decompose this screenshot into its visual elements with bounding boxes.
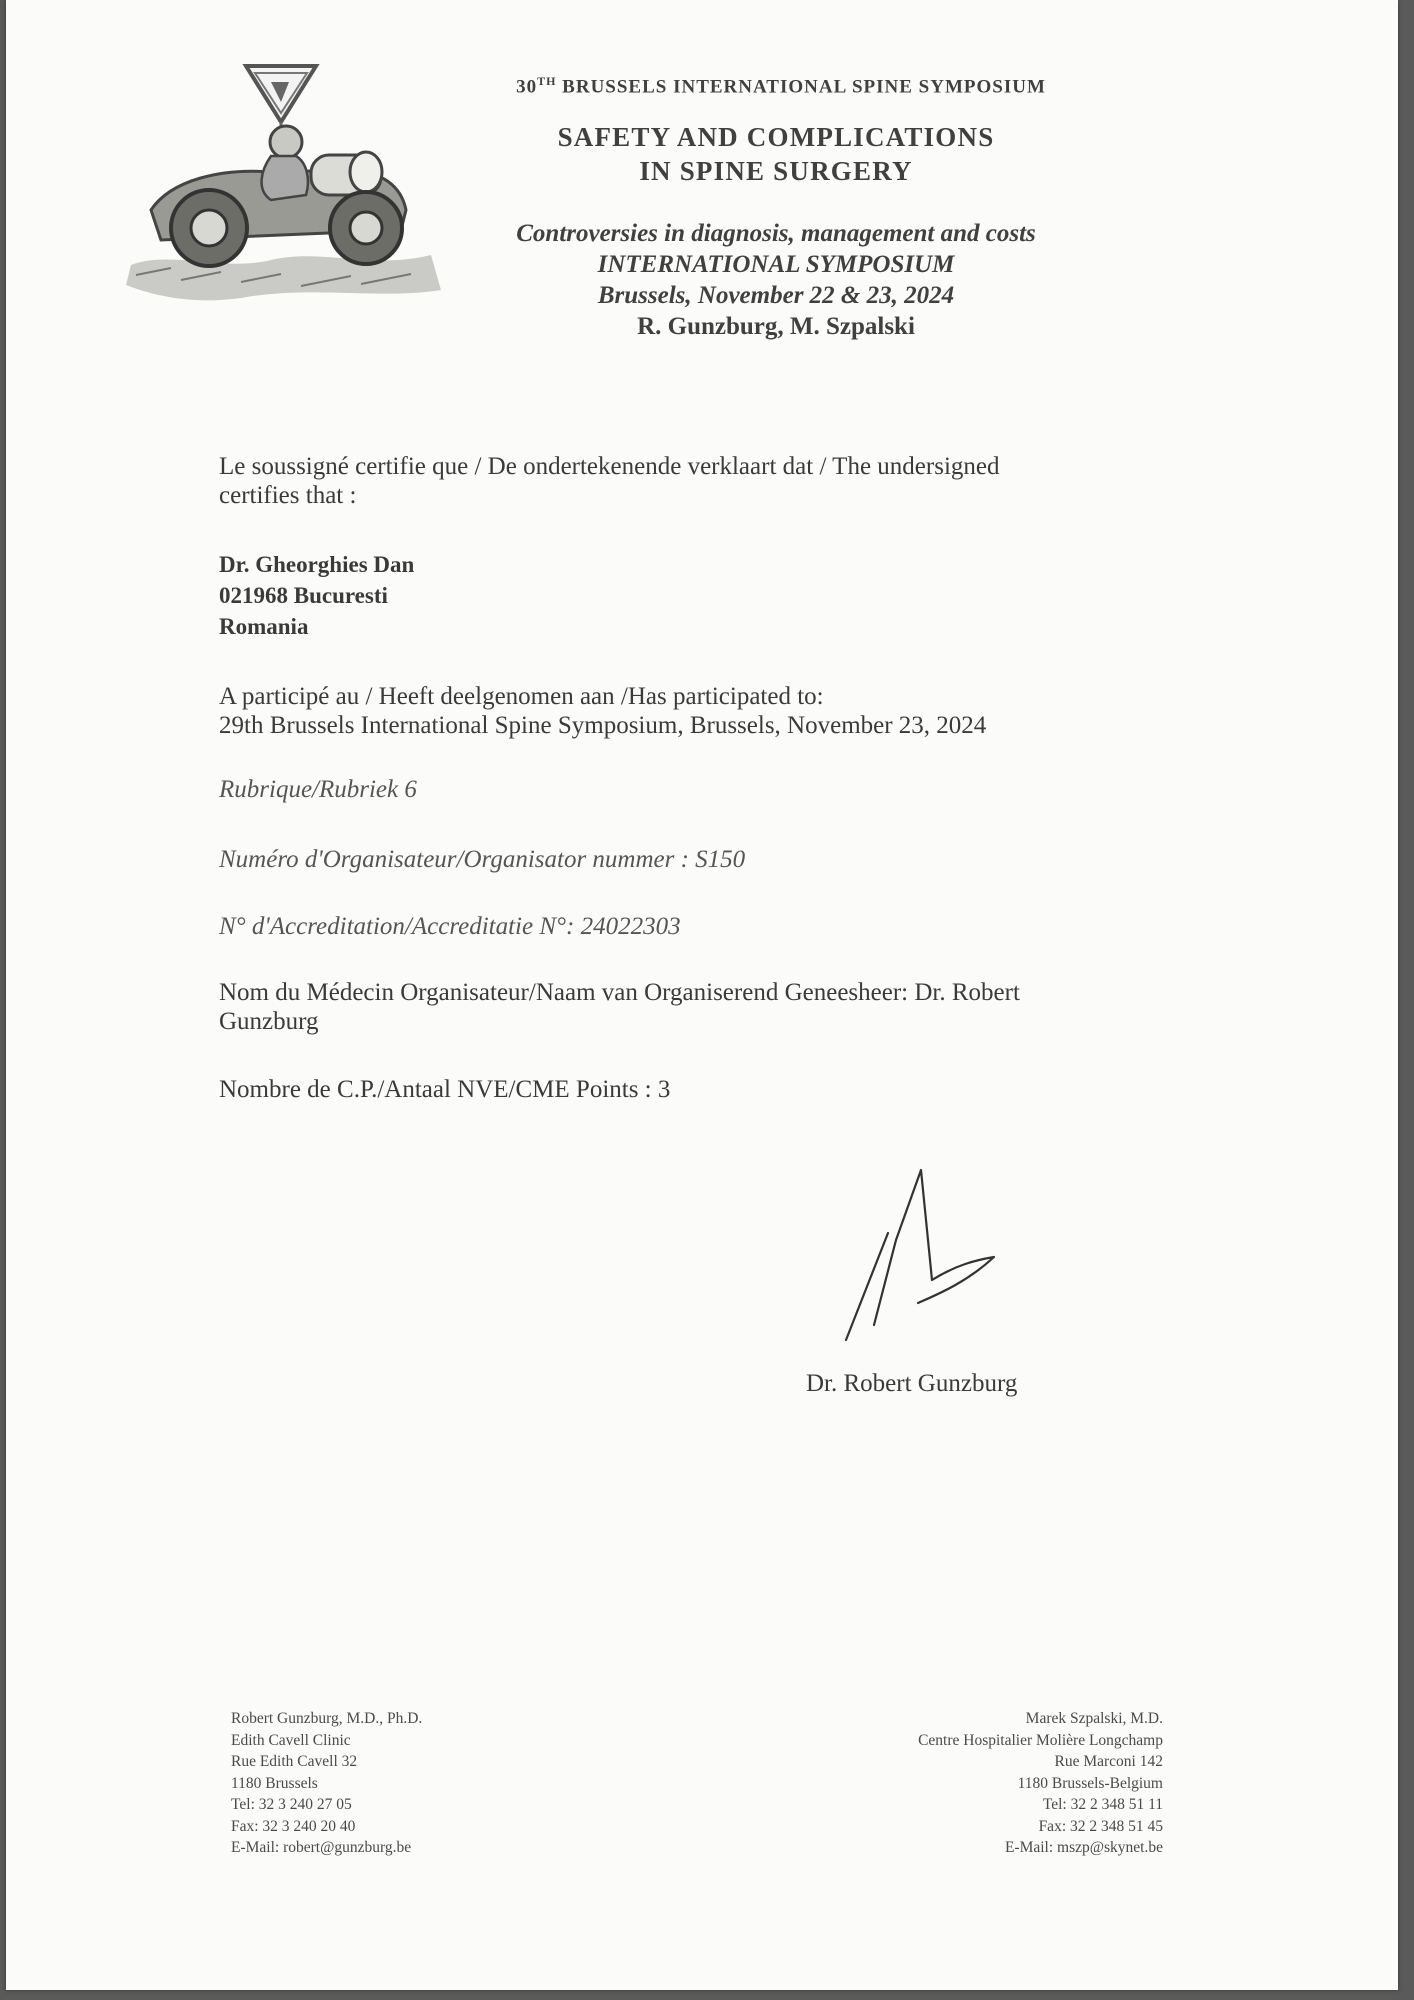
handwritten-signature xyxy=(826,1165,1026,1345)
accreditation-number: N° d'Accreditation/Accreditatie N°: 24022303 xyxy=(219,913,681,940)
participated-label: A participé au / Heeft deelgenomen aan /Has participated to: xyxy=(219,683,824,710)
footer-contact-right: Marek Szpalski, M.D. Centre Hospitalier Molière Longchamp Rue Marconi 142 1180 Brussels-Belgium Tel: 32 2 348 51 11 Fax: 32 2 348 51 45 E-Mail: mszp@skynet.be xyxy=(918,1710,1163,1856)
ground-scribble xyxy=(126,255,441,300)
signatory-name: Dr. Robert Gunzburg xyxy=(806,1370,1018,1397)
location-date: Brussels, November 22 & 23, 2024 xyxy=(597,282,955,310)
participant-block xyxy=(219,549,414,642)
subtitle: Controversies in diagnosis, management and costs xyxy=(516,220,1036,248)
participated-event: 29th Brussels International Spine Symposium, Brussels, November 23, 2024 xyxy=(219,712,987,739)
symposium-car-logo xyxy=(111,60,446,310)
cme-points: Nombre de C.P./Antaal NVE/CME Points : 3 xyxy=(219,1076,671,1103)
title-line-1: SAFETY AND COMPLICATIONS xyxy=(557,122,995,153)
symposium-edition-line: 30TH BRUSSELS INTERNATIONAL SPINE SYMPOSIUM xyxy=(516,74,1046,98)
organizer-number: Numéro d'Organisateur/Organisator nummer : S150 xyxy=(219,846,746,873)
certification-intro: Le soussigné certifie que / De ondertekenende verklaart dat / The undersigned certifies that : xyxy=(219,453,1000,509)
title-line-2: IN SPINE SURGERY xyxy=(639,156,913,187)
footer-contact-left: Robert Gunzburg, M.D., Ph.D. Edith Cavell Clinic Rue Edith Cavell 32 1180 Brussels Tel: 32 3 240 27 05 Fax: 32 3 240 20 40 E-Mail: robert@gunzburg.be xyxy=(231,1710,423,1856)
participant-postal: 021968 Bucuresti xyxy=(219,583,388,608)
participant-country: Romania xyxy=(219,614,309,639)
participation-block xyxy=(219,682,1119,740)
organizers: R. Gunzburg, M. Szpalski xyxy=(637,313,915,341)
participant-name: Dr. Gheorghies Dan xyxy=(219,552,415,577)
event-type: INTERNATIONAL SYMPOSIUM xyxy=(597,251,955,279)
organizing-doctor: Nom du Médecin Organisateur/Naam van Organiserend Geneesheer: Dr. Robert Gunzburg xyxy=(219,979,1020,1035)
rubric: Rubrique/Rubriek 6 xyxy=(219,776,417,803)
certificate-page xyxy=(6,0,1398,1990)
symposium-header xyxy=(446,74,1106,342)
